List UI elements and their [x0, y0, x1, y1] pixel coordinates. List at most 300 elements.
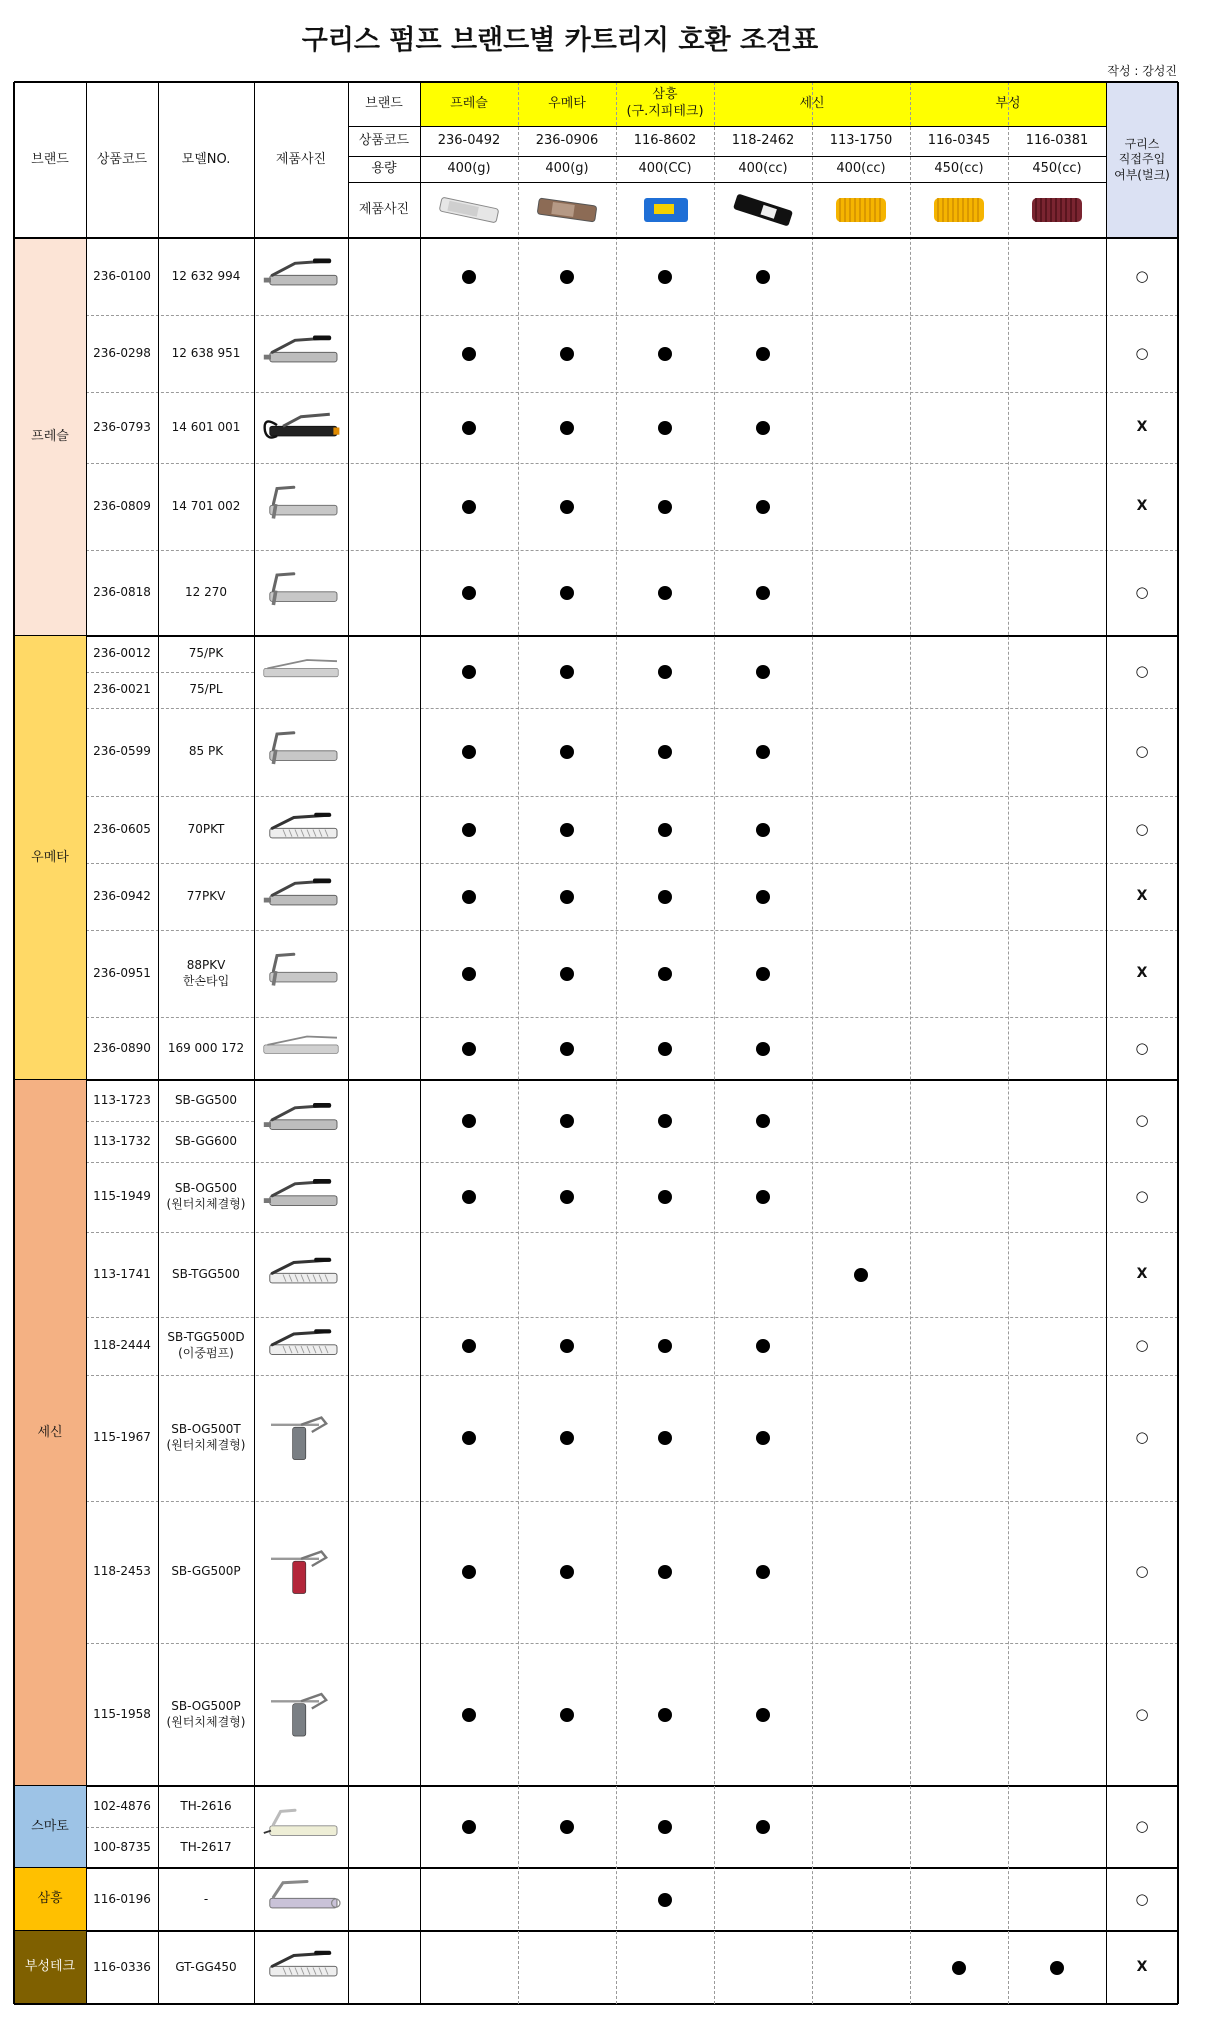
- compatible-mark: [714, 1017, 812, 1080]
- grease-gun-clear-icon: [259, 1237, 343, 1312]
- compat-empty: [910, 550, 1008, 636]
- header-cartridge-code: 116-0381: [1025, 132, 1089, 148]
- grid-line-v: [910, 82, 911, 2004]
- model-no: SB-GG500: [174, 1092, 238, 1107]
- grid-line-h: [86, 1121, 254, 1122]
- compat-empty: [910, 1786, 1008, 1868]
- compat-empty: [1008, 315, 1106, 392]
- compat-spacer: [348, 1317, 420, 1375]
- compatible-dot: [658, 890, 672, 904]
- grid-line-v: [420, 82, 421, 2004]
- compat-spacer: [348, 863, 420, 930]
- compatible-mark: [714, 550, 812, 636]
- compatible-dot: [462, 347, 476, 361]
- group-brand-label: 부성테크: [14, 1931, 86, 2004]
- compat-empty: [518, 1868, 616, 1931]
- compatible-mark: [714, 863, 812, 930]
- bulk-mark: ○: [1135, 266, 1149, 285]
- compatible-mark: [714, 708, 812, 796]
- bulk-mark: ○: [1135, 1111, 1149, 1130]
- compat-empty: [420, 1868, 518, 1931]
- compat-empty: [812, 315, 910, 392]
- product-photo: [254, 1786, 348, 1868]
- compatible-dot: [462, 1820, 476, 1834]
- header-cartridge-code: 116-0345: [927, 132, 991, 148]
- product-code: 115-1958: [93, 1706, 151, 1721]
- compatible-mark: [714, 1786, 812, 1868]
- compat-empty: [812, 863, 910, 930]
- model-no: 88PKV 한손타입: [182, 957, 230, 988]
- compat-empty: [812, 238, 910, 315]
- compat-empty: [1008, 636, 1106, 708]
- product-photo: [254, 796, 348, 863]
- compatible-dot: [756, 1042, 770, 1056]
- compatible-dot: [658, 967, 672, 981]
- compatible-dot: [560, 823, 574, 837]
- compat-empty: [910, 636, 1008, 708]
- compatible-mark: [1008, 1931, 1106, 2004]
- model-no: 75/PK: [188, 646, 224, 661]
- compat-empty: [812, 1643, 910, 1786]
- compatible-dot: [952, 1961, 966, 1975]
- page-title: 구리스 펌프 브랜드별 카트리지 호환 조견표: [301, 25, 819, 56]
- compatible-dot: [462, 270, 476, 284]
- compat-empty: [910, 238, 1008, 315]
- product-code: 236-0942: [93, 888, 151, 903]
- group-brand-label: 프레슬: [14, 238, 86, 636]
- header-cartridge-capacity: 400(cc): [836, 160, 886, 176]
- compatible-dot: [560, 665, 574, 679]
- product-photo: [254, 392, 348, 463]
- compat-spacer: [348, 238, 420, 315]
- grid-line-v: [812, 82, 813, 2004]
- compatible-dot: [560, 1190, 574, 1204]
- bulk-mark: ○: [1135, 1704, 1149, 1723]
- compat-empty: [714, 1868, 812, 1931]
- compat-empty: [812, 1317, 910, 1375]
- grid-line-h: [86, 672, 254, 673]
- compatible-mark: [616, 1317, 714, 1375]
- compatible-dot: [756, 500, 770, 514]
- grid-line-v: [518, 82, 519, 2004]
- model-no: 14 601 001: [171, 419, 241, 434]
- model-no: SB-GG500P: [171, 1564, 241, 1579]
- compatible-dot: [854, 1268, 868, 1282]
- header-cartridge-photo: [714, 182, 812, 238]
- compat-empty: [910, 1317, 1008, 1375]
- grease-gun-silver-icon: [259, 1873, 343, 1926]
- compat-spacer: [348, 392, 420, 463]
- product-code: 118-2453: [93, 1564, 151, 1579]
- grease-gun-lever-icon: [259, 1167, 343, 1227]
- grid-line-h: [348, 156, 1106, 157]
- compatible-dot: [756, 823, 770, 837]
- compatible-dot: [462, 1114, 476, 1128]
- compatible-dot: [756, 1820, 770, 1834]
- header-brand: 브랜드: [31, 151, 69, 167]
- compatible-mark: [518, 930, 616, 1017]
- header-row-brand: 브랜드: [365, 95, 403, 111]
- compat-empty: [1008, 796, 1106, 863]
- product-code: 116-0336: [93, 1959, 151, 1974]
- compat-spacer: [348, 796, 420, 863]
- compatible-mark: [714, 1080, 812, 1162]
- compatible-mark: [420, 392, 518, 463]
- product-code: 236-0021: [93, 682, 151, 697]
- compatible-dot: [658, 1820, 672, 1834]
- model-no: 12 632 994: [171, 268, 241, 283]
- compat-empty: [1008, 392, 1106, 463]
- compatible-mark: [714, 238, 812, 315]
- compatible-mark: [420, 550, 518, 636]
- model-no: 70PKT: [187, 821, 225, 836]
- compatible-mark: [420, 1375, 518, 1501]
- bulk-mark: ○: [1135, 1038, 1149, 1057]
- compatible-dot: [756, 967, 770, 981]
- grid-line-v: [158, 82, 159, 2004]
- product-code: 236-0605: [93, 821, 151, 836]
- grease-gun-vertical-red-icon: [259, 1506, 343, 1638]
- compat-empty: [616, 1931, 714, 2004]
- compat-spacer: [348, 1080, 420, 1162]
- compat-empty: [714, 1232, 812, 1317]
- compat-spacer: [348, 1868, 420, 1931]
- compat-empty: [1008, 1868, 1106, 1931]
- compat-empty: [1008, 1375, 1106, 1501]
- header-cartridge-code: 236-0492: [437, 132, 501, 148]
- compat-spacer: [348, 708, 420, 796]
- compatible-dot: [658, 347, 672, 361]
- compatible-mark: [420, 1080, 518, 1162]
- product-photo: [254, 1317, 348, 1375]
- compatible-mark: [616, 1080, 714, 1162]
- compatible-dot: [756, 586, 770, 600]
- product-photo: [254, 636, 348, 708]
- model-no: 12 270: [185, 585, 227, 600]
- compatible-mark: [420, 238, 518, 315]
- grid-line-h: [348, 182, 1106, 183]
- compatible-dot: [560, 1042, 574, 1056]
- grease-gun-pistol-icon: [259, 713, 343, 791]
- compatible-dot: [462, 586, 476, 600]
- product-photo: [254, 930, 348, 1017]
- compat-empty: [1008, 1017, 1106, 1080]
- compatible-mark: [518, 1080, 616, 1162]
- model-no: TH-2617: [180, 1839, 232, 1854]
- compatible-mark: [518, 1375, 616, 1501]
- compatible-dot: [462, 823, 476, 837]
- grid-line-v: [1008, 82, 1009, 2004]
- compatible-dot: [658, 270, 672, 284]
- compat-spacer: [348, 930, 420, 1017]
- model-no: SB-OG500 (원터치체결형): [166, 1181, 246, 1211]
- compatible-mark: [616, 463, 714, 550]
- grease-gun-pistol-icon: [259, 468, 343, 545]
- product-photo: [254, 1017, 348, 1080]
- cartridge-black-icon: [728, 190, 798, 230]
- compat-empty: [910, 1080, 1008, 1162]
- compatible-mark: [518, 550, 616, 636]
- compatible-mark: [420, 708, 518, 796]
- compat-empty: [910, 1375, 1008, 1501]
- product-photo: [254, 1375, 348, 1501]
- compatible-mark: [616, 636, 714, 708]
- model-no: 12 638 951: [171, 345, 241, 360]
- compatible-dot: [756, 1190, 770, 1204]
- compatible-dot: [462, 967, 476, 981]
- model-no: SB-GG600: [174, 1133, 238, 1148]
- compatible-dot: [658, 586, 672, 600]
- compatible-mark: [616, 238, 714, 315]
- product-code: 116-0196: [93, 1891, 151, 1906]
- compatible-mark: [518, 1501, 616, 1643]
- compatible-dot: [658, 1431, 672, 1445]
- compatible-dot: [560, 1565, 574, 1579]
- compat-empty: [910, 930, 1008, 1017]
- model-no: 75/PL: [189, 682, 223, 697]
- compat-empty: [910, 392, 1008, 463]
- grease-gun-clear-icon: [259, 1322, 343, 1370]
- compat-empty: [812, 392, 910, 463]
- header-bulk-injection: 구리스 직접주입 여부(벌크): [1106, 82, 1178, 238]
- compat-spacer: [348, 1162, 420, 1232]
- compatible-dot: [462, 1708, 476, 1722]
- compat-empty: [1008, 708, 1106, 796]
- product-code: 236-0818: [93, 585, 151, 600]
- compatible-mark: [420, 636, 518, 708]
- grid-line-v: [86, 82, 87, 2004]
- compatible-dot: [658, 1893, 672, 1907]
- compatible-dot: [756, 890, 770, 904]
- compatible-mark: [420, 1162, 518, 1232]
- compatible-mark: [616, 796, 714, 863]
- compat-empty: [1008, 1162, 1106, 1232]
- compatible-dot: [756, 1339, 770, 1353]
- compatible-dot: [462, 745, 476, 759]
- header-cartridge-capacity: 400(g): [447, 160, 491, 176]
- compat-spacer: [348, 1643, 420, 1786]
- compat-empty: [910, 1017, 1008, 1080]
- grease-gun-long-icon: [259, 641, 343, 703]
- compatible-dot: [462, 890, 476, 904]
- compat-empty: [812, 796, 910, 863]
- bulk-mark: X: [1136, 1959, 1148, 1976]
- compatible-dot: [658, 1190, 672, 1204]
- header-product-code: 상품코드: [96, 151, 148, 167]
- compat-empty: [910, 1232, 1008, 1317]
- header-photo: 제품사진: [275, 151, 327, 167]
- grid-line-v: [616, 82, 617, 2004]
- compatible-dot: [560, 890, 574, 904]
- compat-empty: [1008, 1643, 1106, 1786]
- product-code: 236-0012: [93, 646, 151, 661]
- compatible-dot: [756, 347, 770, 361]
- model-no: GT-GG450: [175, 1959, 237, 1974]
- compatible-dot: [560, 347, 574, 361]
- grease-gun-long-icon: [259, 1022, 343, 1075]
- grid-line-v: [254, 82, 255, 2004]
- compat-empty: [910, 1643, 1008, 1786]
- compat-empty: [812, 1162, 910, 1232]
- bulk-mark: ○: [1135, 1187, 1149, 1206]
- grease-gun-lever-icon: [259, 1085, 343, 1157]
- grid-line-v: [714, 82, 715, 2004]
- compatible-dot: [658, 500, 672, 514]
- cartridge-red-bellows-icon: [1022, 190, 1092, 230]
- compatible-mark: [420, 930, 518, 1017]
- compatible-mark: [518, 1017, 616, 1080]
- product-photo: [254, 1232, 348, 1317]
- compatible-mark: [714, 796, 812, 863]
- compatible-dot: [658, 1339, 672, 1353]
- compatible-mark: [420, 1317, 518, 1375]
- grid-line-v: [13, 82, 15, 2004]
- compatible-mark: [714, 1317, 812, 1375]
- header-cartridge-capacity: 450(cc): [934, 160, 984, 176]
- compat-empty: [910, 315, 1008, 392]
- cartridge-brown-icon: [532, 190, 602, 230]
- compat-empty: [812, 1868, 910, 1931]
- compat-empty: [518, 1931, 616, 2004]
- product-code: 113-1732: [93, 1133, 151, 1148]
- compatible-mark: [420, 1786, 518, 1868]
- compatible-dot: [560, 1431, 574, 1445]
- compat-empty: [1008, 1501, 1106, 1643]
- header-cartridge-capacity: 450(cc): [1032, 160, 1082, 176]
- compat-spacer: [348, 550, 420, 636]
- compatible-dot: [560, 270, 574, 284]
- compat-empty: [812, 1375, 910, 1501]
- model-no: 85 PK: [188, 744, 224, 759]
- compat-spacer: [348, 1017, 420, 1080]
- bulk-mark: ○: [1135, 1562, 1149, 1581]
- compatible-mark: [420, 1501, 518, 1643]
- compat-empty: [714, 1931, 812, 2004]
- compat-empty: [910, 463, 1008, 550]
- compatible-mark: [812, 1232, 910, 1317]
- compatible-dot: [462, 500, 476, 514]
- header-cartridge-photo: [910, 182, 1008, 238]
- cartridge-yellow-bellows-icon: [826, 190, 896, 230]
- compatible-mark: [714, 1501, 812, 1643]
- compatible-dot: [658, 421, 672, 435]
- compatible-mark: [420, 863, 518, 930]
- product-photo: [254, 238, 348, 315]
- compatible-dot: [756, 1431, 770, 1445]
- product-code: 236-0793: [93, 419, 151, 434]
- compatible-mark: [420, 463, 518, 550]
- product-code: 118-2444: [93, 1338, 151, 1353]
- compatible-mark: [714, 315, 812, 392]
- compatible-mark: [616, 1868, 714, 1931]
- compat-empty: [1008, 930, 1106, 1017]
- compatible-mark: [518, 1162, 616, 1232]
- product-photo: [254, 1162, 348, 1232]
- compatible-dot: [658, 665, 672, 679]
- compatible-dot: [560, 586, 574, 600]
- grid-line-h: [14, 237, 1178, 239]
- product-code: 102-4876: [93, 1798, 151, 1813]
- compat-empty: [910, 1501, 1008, 1643]
- compat-empty: [812, 1017, 910, 1080]
- compat-empty: [812, 708, 910, 796]
- cartridge-blue-icon: [630, 190, 700, 230]
- model-no: SB-OG500T (원터치체결형): [166, 1422, 246, 1452]
- compat-empty: [1008, 1232, 1106, 1317]
- group-brand-label: 우메타: [14, 636, 86, 1080]
- grease-gun-lever-icon: [259, 243, 343, 310]
- compatible-dot: [560, 967, 574, 981]
- compatible-mark: [616, 930, 714, 1017]
- compat-empty: [812, 930, 910, 1017]
- compat-spacer: [348, 1232, 420, 1317]
- compat-empty: [1008, 863, 1106, 930]
- compat-empty: [812, 636, 910, 708]
- model-no: TH-2616: [180, 1798, 232, 1813]
- compatible-dot: [560, 1114, 574, 1128]
- model-no: SB-OG500P (원터치체결형): [166, 1698, 246, 1729]
- compat-empty: [420, 1931, 518, 2004]
- compatible-dot: [756, 270, 770, 284]
- bulk-mark: ○: [1135, 1817, 1149, 1836]
- product-photo: [254, 1643, 348, 1786]
- product-photo: [254, 1501, 348, 1643]
- compatible-mark: [616, 1643, 714, 1786]
- bulk-mark: ○: [1135, 1889, 1149, 1908]
- product-code: 236-0100: [93, 268, 151, 283]
- compat-empty: [616, 1232, 714, 1317]
- author-note: 작성 : 강성진: [1107, 64, 1177, 78]
- bulk-mark: ○: [1135, 1336, 1149, 1355]
- compatible-mark: [420, 796, 518, 863]
- bulk-mark: X: [1136, 965, 1148, 982]
- header-row-photo: 제품사진: [358, 201, 410, 217]
- header-cartridge-brand: 프레슬: [420, 82, 518, 126]
- compatible-mark: [518, 708, 616, 796]
- grid-line-v: [1177, 82, 1179, 2004]
- compat-spacer: [348, 1501, 420, 1643]
- compatible-mark: [616, 1162, 714, 1232]
- compatible-mark: [616, 1375, 714, 1501]
- compatible-mark: [714, 1162, 812, 1232]
- header-cartridge-photo: [616, 182, 714, 238]
- header-cartridge-capacity: 400(CC): [638, 160, 692, 176]
- compatible-dot: [658, 745, 672, 759]
- compatible-dot: [560, 1820, 574, 1834]
- grease-gun-pistol-icon: [259, 555, 343, 631]
- compat-empty: [812, 463, 910, 550]
- header-cartridge-photo: [420, 182, 518, 238]
- compatible-mark: [910, 1931, 1008, 2004]
- header-cartridge-brand: 세신: [714, 82, 910, 126]
- bulk-mark: ○: [1135, 1428, 1149, 1447]
- compatible-mark: [714, 392, 812, 463]
- product-code: 236-0599: [93, 744, 151, 759]
- compat-empty: [910, 863, 1008, 930]
- compatible-mark: [616, 863, 714, 930]
- compatible-mark: [616, 1017, 714, 1080]
- grease-gun-white-icon: [259, 1791, 343, 1863]
- compatible-dot: [756, 421, 770, 435]
- compat-empty: [1008, 238, 1106, 315]
- model-no: 169 000 172: [167, 1040, 245, 1055]
- header-cartridge-capacity: 400(cc): [738, 160, 788, 176]
- model-no: SB-TGG500: [172, 1266, 240, 1281]
- header-cartridge-capacity: 400(g): [545, 160, 589, 176]
- product-code: 113-1741: [93, 1266, 151, 1281]
- header-cartridge-photo: [1008, 182, 1106, 238]
- group-brand-label: 세신: [14, 1080, 86, 1786]
